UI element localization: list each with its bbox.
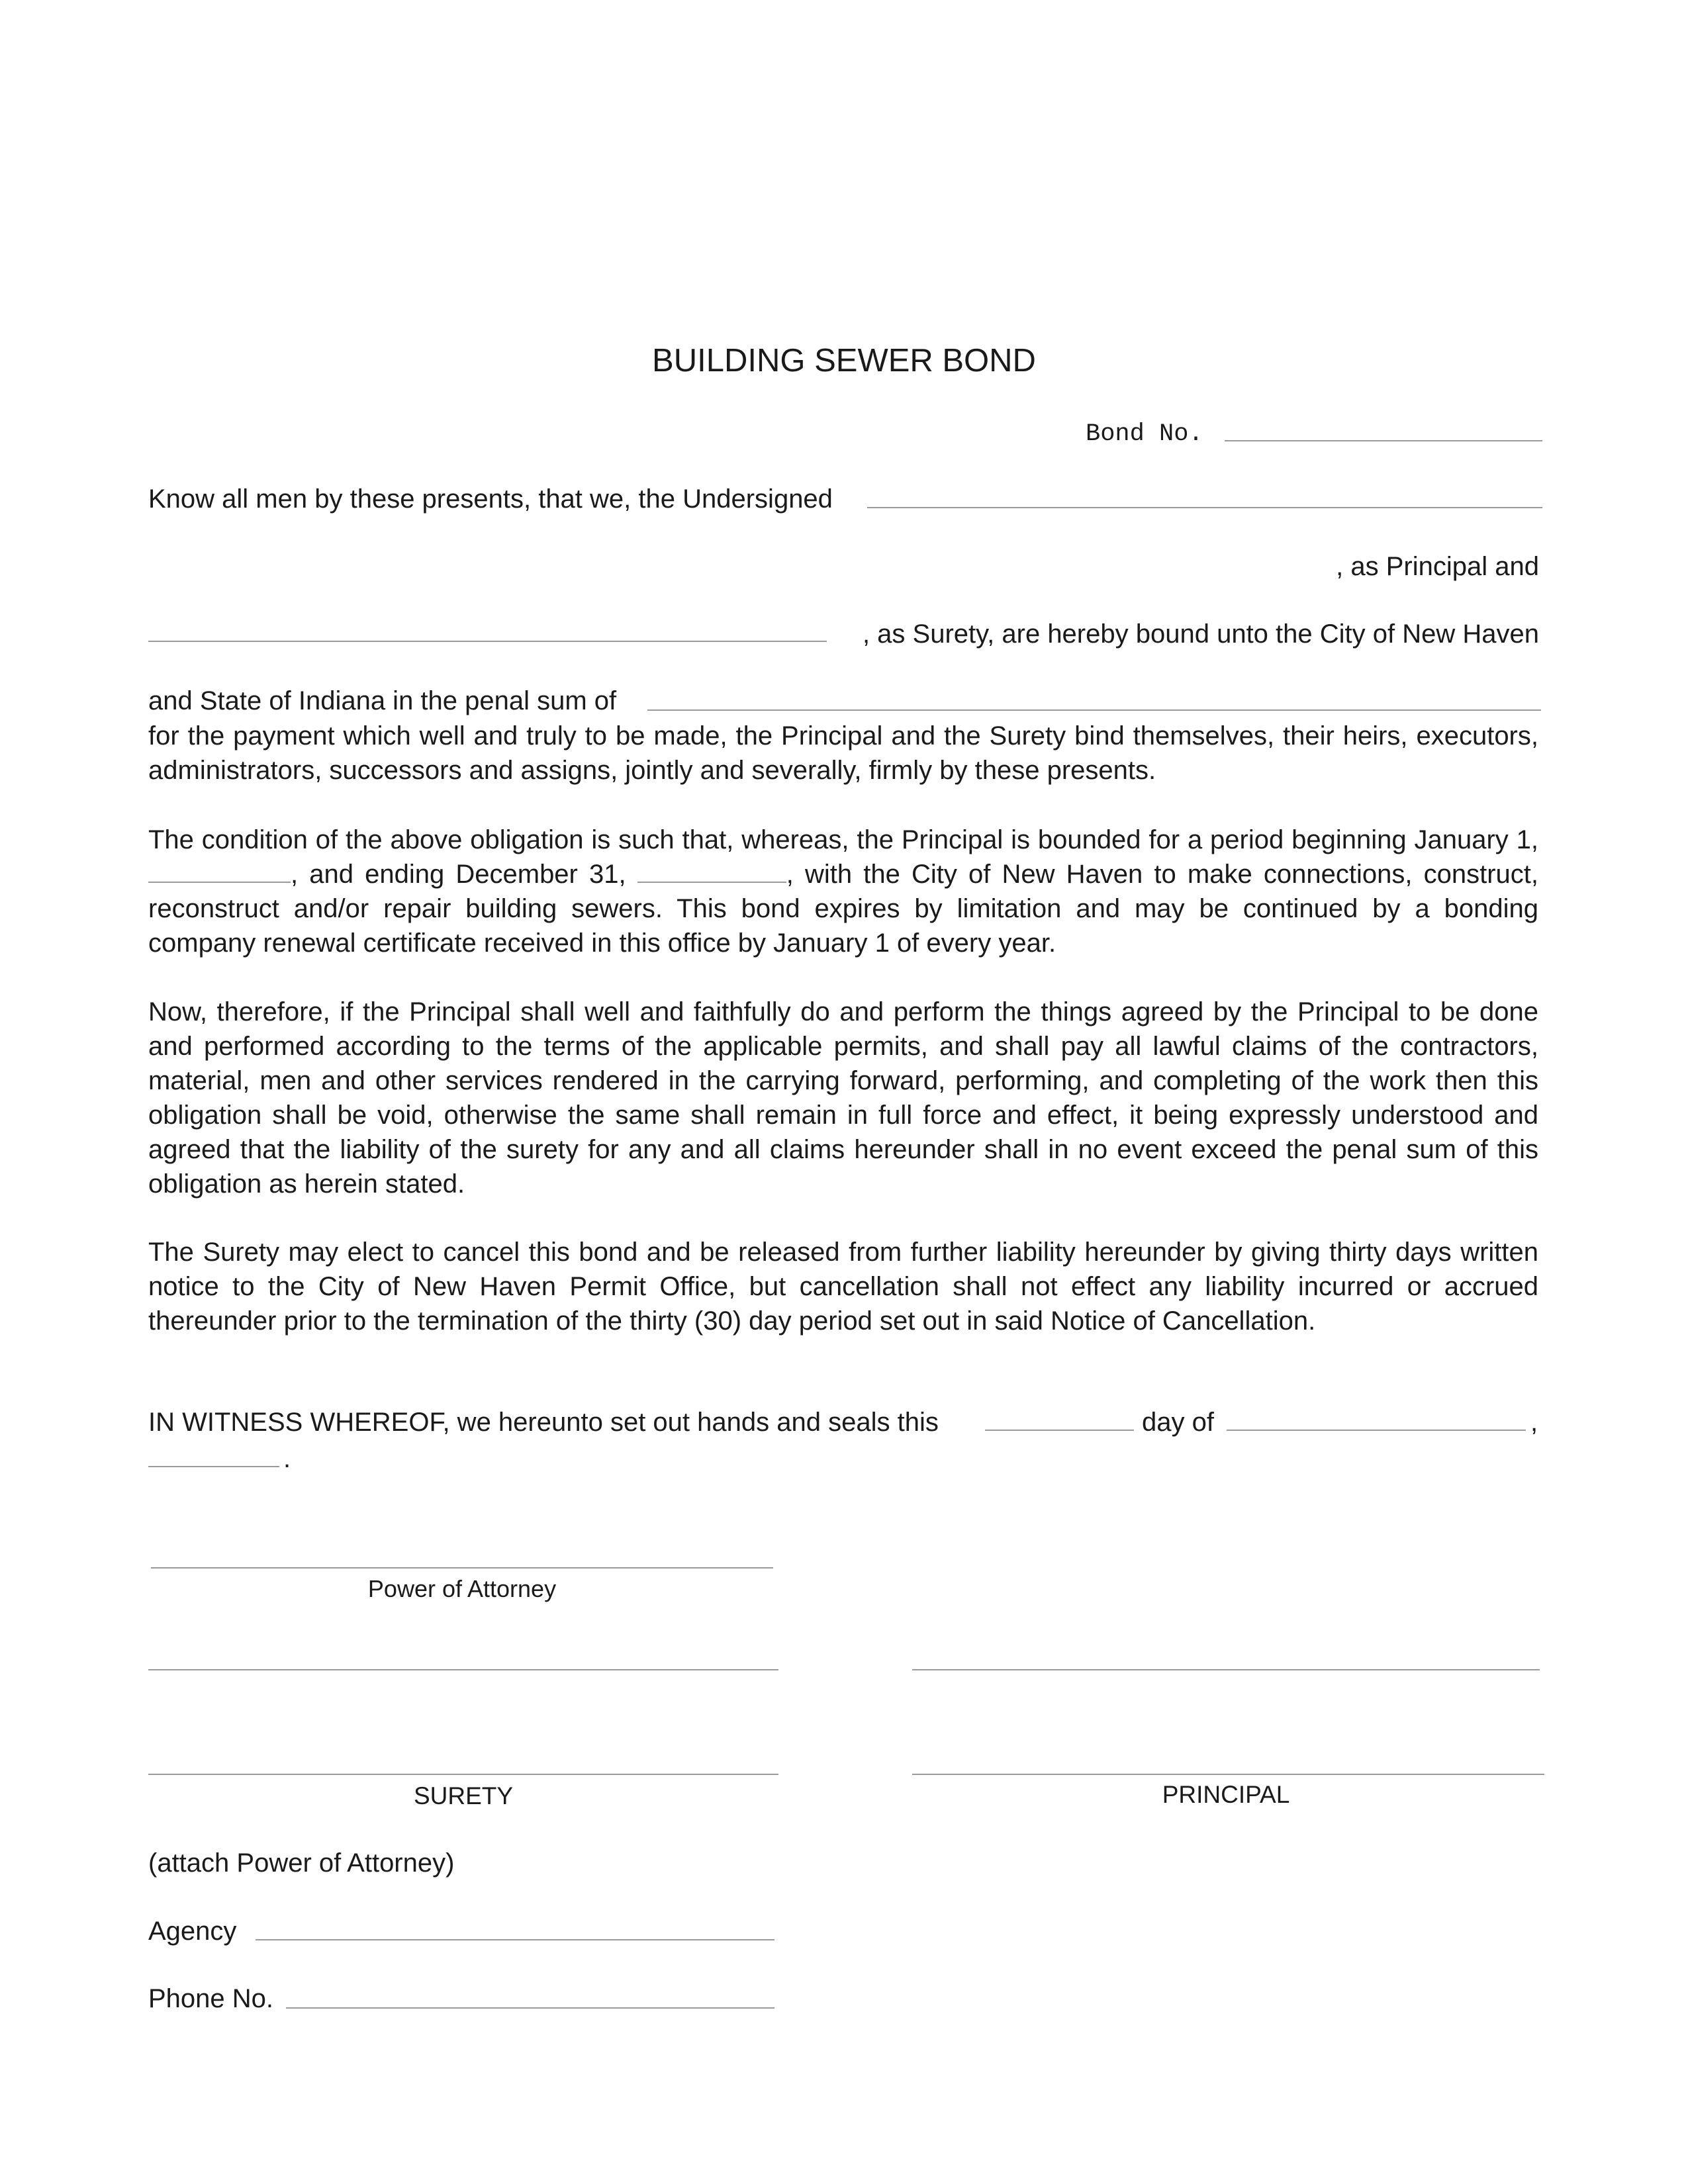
witness-day-field[interactable] <box>985 1430 1134 1431</box>
power-of-attorney-line[interactable] <box>151 1567 773 1569</box>
witness-month-field[interactable] <box>1227 1430 1526 1431</box>
agency-label: Agency <box>148 1917 237 1946</box>
surety-signature-line-2[interactable] <box>148 1774 778 1775</box>
principal-label: PRINCIPAL <box>1162 1781 1290 1808</box>
principal-signature-line-1[interactable] <box>912 1669 1540 1670</box>
principal-name-field[interactable] <box>867 507 1542 508</box>
penal-sum-label: and State of Indiana in the penal sum of <box>148 686 617 715</box>
witness-day-of: day of <box>1142 1408 1214 1437</box>
witness-year-field[interactable] <box>148 1466 279 1467</box>
intro-line: Know all men by these presents, that we, the Undersigned <box>148 484 833 514</box>
bond-no-label: Bond No. <box>1086 420 1203 448</box>
surety-name-field[interactable] <box>148 641 827 642</box>
condition-part1: The condition of the above obligation is such that, whereas, the Principal is bounded for a period beginning January 1, <box>148 825 1538 854</box>
principal-suffix: , as Principal and <box>1336 552 1539 581</box>
surety-text: , as Surety, are hereby bound unto the City of New Haven <box>862 619 1539 649</box>
document-title: BUILDING SEWER BOND <box>652 343 1036 379</box>
phone-field[interactable] <box>286 2007 774 2009</box>
bond-no-field[interactable] <box>1225 440 1542 441</box>
condition-part3: , with the City of New Haven to make connections, construct, reconstruct and/or repair building sewers. This bond expires by limitation and may be continued by a bonding company renewal certificate received in this office by January 1 of every year. <box>148 860 1538 958</box>
cancellation-paragraph: The Surety may elect to cancel this bond and be released from further liability hereunder by giving thirty days written notice to the City of New Haven Permit Office, but cancellation shall not effect any liability incurred or accrued thereunder prior to the termination of the thirty (30) day period set out in said Notice of Cancellation. <box>148 1238 1538 1336</box>
power-of-attorney-label: Power of Attorney <box>367 1575 557 1602</box>
end-year-field[interactable] <box>637 881 786 883</box>
attach-note: (attach Power of Attorney) <box>148 1848 455 1878</box>
begin-year-field[interactable] <box>148 881 291 883</box>
payment-paragraph: for the payment which well and truly to be made, the Principal and the Surety bind themselves, their heirs, executors, administrators, successors and assigns, jointly and severally, firmly by these presents. <box>148 721 1538 785</box>
principal-signature-line-2[interactable] <box>912 1774 1544 1775</box>
agency-field[interactable] <box>256 1939 774 1940</box>
witness-text: IN WITNESS WHEREOF, we hereunto set out hands and seals this <box>148 1408 939 1437</box>
surety-label: SURETY <box>413 1782 514 1809</box>
witness-comma: , <box>1530 1408 1538 1437</box>
penal-sum-field[interactable] <box>647 709 1541 711</box>
now-therefore-paragraph: Now, therefore, if the Principal shall well and faithfully do and perform the things agreed by the Principal to be done and performed according to the terms of the applicable permits, and shall pay all lawful claims of the contractors, material, men and other services rendered in the carrying forward, performing, and completing of the work then this obligation shall be void, otherwise the same shall remain in full force and effect, it being expressly understood and agreed that the liability of the surety for any and all claims hereunder shall in no event exceed the penal sum of this obligation as herein stated. <box>148 997 1538 1199</box>
condition-paragraph <box>148 823 1538 960</box>
surety-signature-line-1[interactable] <box>148 1669 778 1670</box>
phone-label: Phone No. <box>148 1984 274 2013</box>
witness-period: . <box>283 1444 291 1473</box>
condition-part2: , and ending December 31, <box>291 860 626 889</box>
